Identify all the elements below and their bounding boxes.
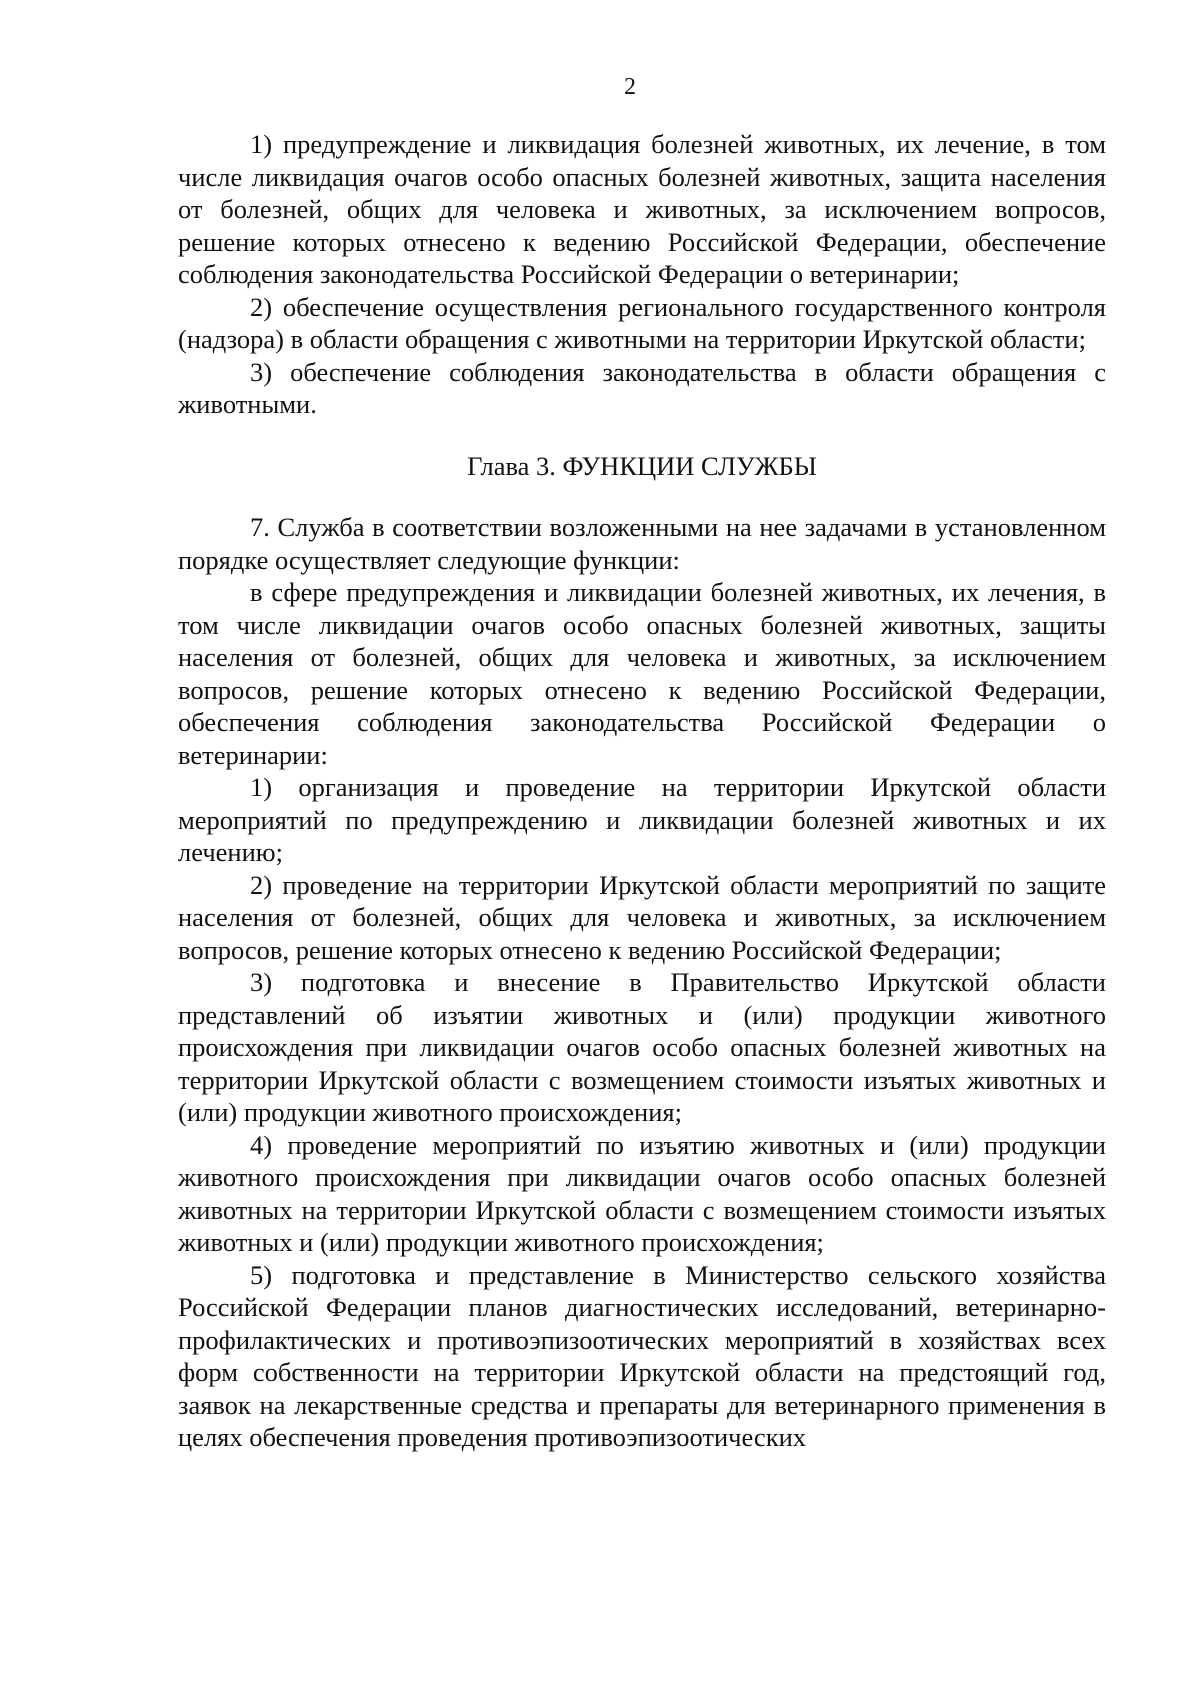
paragraph-list-item: 3) обеспечение соблюдения законодательства в области обращения с животными. [178,356,1106,419]
paragraph-list-item: 1) организация и проведение на территории Иркутской области мероприятий по предупреждению и ликвидации болезней животных и их лечению; [178,772,1106,867]
page-number: 2 [624,74,636,100]
paragraph-list-item: 1) предупреждение и ликвидация болезней животных, их лечение, в том числе ликвидация очагов особо опасных болезней животных, защита населения от болезней, общих для человека и животных, за исключением вопросов, решение которых отнесено к ведению Российской Федерации, обеспечение соблюдения законодательства Российской Федерации о ветеринарии; [178,129,1106,289]
paragraph-sphere-intro: в сфере предупреждения и ликвидации болезней животных, их лечения, в том числе ликвидации очагов особо опасных болезней животных, защиты населения от болезней, общих для человека и животных, за исключением вопросов, решение которых отнесено к ведению Российской Федерации, обеспечения соблюдения законодательства Российской Федерации о ветеринарии: [178,577,1106,770]
paragraph-list-item: 2) проведение на территории Иркутской области мероприятий по защите населения от болезней, общих для человека и животных, за исключением вопросов, решение которых отнесено к ведению Российской Федерации; [178,869,1106,965]
paragraph-list-item: 5) подготовка и представление в Министерство сельского хозяйства Российской Федерации планов диагностических исследований, ветеринарно-профилактических и противоэпизоотических мероприятий в хозяйствах всех форм собственности на территории Иркутской области на предстоящий год, заявок на лекарственные средства и препараты для ветеринарного применения в целях обеспечения проведения противоэпизоотических [178,1259,1106,1452]
paragraph-list-item: 4) проведение мероприятий по изъятию животных и (или) продукции животного происхождения при ликвидации очагов особо опасных болезней животных на территории Иркутской области с возмещением стоимости изъятых животных и (или) продукции животного происхождения; [178,1129,1106,1257]
paragraph-list-item: 3) подготовка и внесение в Правительство Иркутской области представлений об изъятии животных и (или) продукции животного происхождения при ликвидации очагов особо опасных болезней животных на территории Иркутской области с возмещением стоимости изъятых животных и (или) продукции животного происхождения; [178,967,1106,1127]
document-body [178,128,1106,1454]
paragraph-list-item: 2) обеспечение осуществления регионального государственного контроля (надзора) в области обращения с животными на территории Иркутской области; [178,291,1106,354]
chapter-heading: Глава 3. ФУНКЦИИ СЛУЖБЫ [467,450,817,481]
paragraph-clause-7: 7. Служба в соответствии возложенными на нее задачами в установленном порядке осуществляет следующие функции: [178,512,1106,575]
